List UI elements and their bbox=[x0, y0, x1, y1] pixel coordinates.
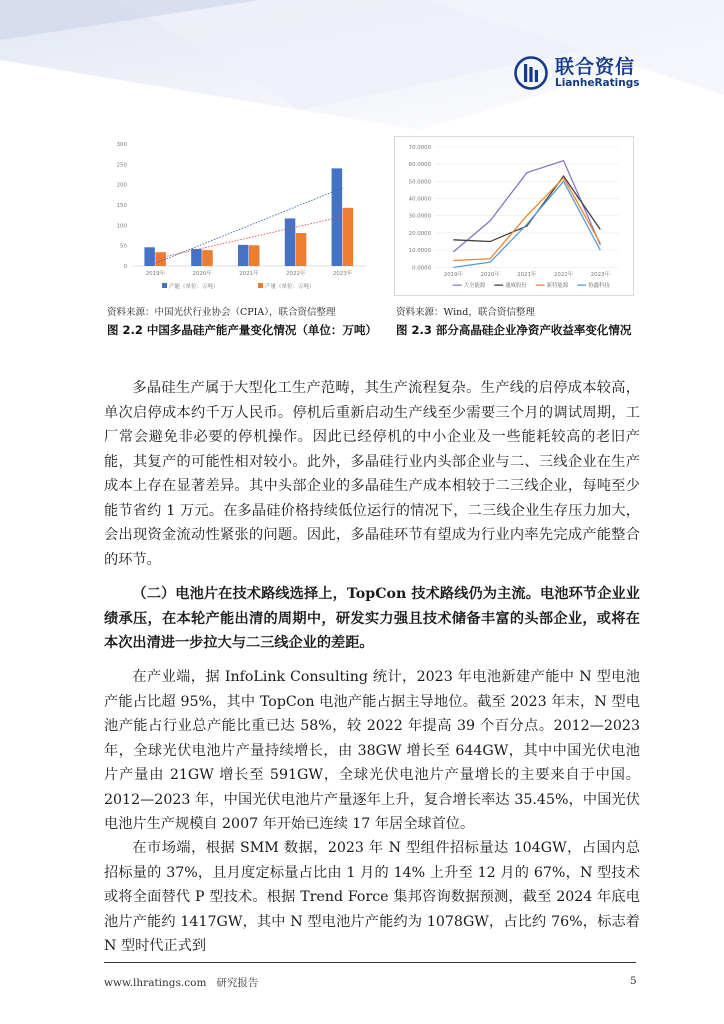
y-tick-label: 60.0000 bbox=[408, 162, 432, 169]
lianhe-logo-icon bbox=[514, 56, 548, 90]
y-tick-label: 50.0000 bbox=[408, 179, 432, 186]
page-number: 5 bbox=[630, 975, 637, 987]
x-tick-label: 2019年 bbox=[443, 272, 463, 279]
x-tick-label: 2019年 bbox=[145, 271, 166, 277]
logo-english: LianheRatings bbox=[555, 76, 640, 89]
x-tick-label: 2023年 bbox=[332, 271, 353, 277]
capacity-bar bbox=[191, 249, 202, 266]
output-bar bbox=[155, 252, 166, 266]
legend-label: 通威股份 bbox=[505, 283, 527, 290]
y-tick-label: 0 bbox=[123, 264, 127, 270]
output-bar bbox=[249, 245, 260, 266]
logo-chinese: 联合资信 bbox=[555, 55, 636, 78]
footer-left bbox=[104, 975, 258, 990]
paragraph-polysilicon: 多晶硅生产属于大型化工生产范畴，其生产流程复杂。生产线的启停成本较高，单次启停成本约千万人民币。停机后重新启动生产线至少需要三个月的调试周期，工厂常会避免非必要的停机操作。因此已经停机的中小企业及一些能耗较高的老旧产能，其复产的可能性相对较小。此外，多晶硅行业内头部企业与二、三线企业在生产成本上存在显著差异。其中头部企业的多晶硅生产成本相较于二三线企业，每吨至少能节省约 1 万元。在多晶硅价格持续低位运行的情况下，二三线企业生存压力加大，会出现资金流动性紧张的问题。因此，多晶硅环节有望成为行业内率先完成产能整合的环节。 bbox=[104, 380, 640, 568]
capacity-bar bbox=[144, 247, 155, 266]
x-tick-label: 2021年 bbox=[239, 271, 259, 277]
y-tick-label: 200 bbox=[116, 182, 127, 189]
section-heading-cells: （二）电池片在技术路线选择上，TopCon 技术路线仍为主流。电池环节企业业绩承压，在本轮产能出清的周期中，研发实力强且技术储备丰富的头部企业，或将在本次出清进一步拉大与二三线企业的差距。 bbox=[104, 586, 640, 651]
x-tick-label: 2021年 bbox=[517, 272, 537, 279]
xinte-line bbox=[453, 178, 600, 261]
y-tick-label: 100 bbox=[116, 223, 127, 230]
capacity-output-bar-chart bbox=[104, 136, 376, 296]
capacity-bar bbox=[238, 245, 249, 266]
legend-label: 产能（单位：万吨） bbox=[169, 284, 219, 290]
brand-logo bbox=[514, 56, 639, 90]
footer-website: www.lhratings.com bbox=[104, 977, 207, 989]
footer-divider bbox=[104, 962, 636, 963]
legend-label: 产量（单位：万吨） bbox=[265, 284, 315, 290]
legend-label: 协鑫科技 bbox=[588, 283, 610, 290]
y-tick-label: 10.0000 bbox=[408, 248, 432, 255]
roe-line-chart bbox=[394, 136, 634, 296]
figure1-source: 资料来源：中国光伏行业协会（CPIA），联合资信整理 bbox=[107, 307, 336, 318]
output-bar bbox=[296, 233, 307, 266]
legend-swatch bbox=[258, 283, 263, 288]
capacity-bar bbox=[285, 218, 296, 266]
y-tick-label: 40.0000 bbox=[408, 196, 432, 203]
x-tick-label: 2022年 bbox=[553, 272, 574, 279]
x-tick-label: 2020年 bbox=[192, 271, 212, 277]
y-tick-label: 30.0000 bbox=[408, 213, 432, 220]
y-tick-label: 300 bbox=[116, 142, 127, 148]
paragraph-industry-side: 在产业端，据 InfoLink Consulting 统计，2023 年电池新建产能中 N 型电池产能占比超 95%，其中 TopCon 电池产能占据主导地位。截至 2023 年末，N 型电池产能占行业总产能比重已达 58%，较 2022 年提高 39 个百分点。2012—2023 年，全球光伏电池片产量持续增长，由 38GW 增长至 644GW，其中中国光伏电池片产量由 21GW 增长至 591GW，全球光伏电池片产量增长的主要来自于中国。2012—2023 年，中国光伏电池片产量逐年上升，复合增长率达 35.45%，中国光伏电池片生产规模自 2007 年开始已连续 17 年居全球首位。 bbox=[104, 669, 640, 832]
figure2-caption: 图 2.3 部分高晶硅企业净资产收益率变化情况 bbox=[396, 323, 632, 337]
daqo-line bbox=[453, 161, 600, 252]
figure1-caption: 图 2.2 中国多晶硅产能产量变化情况（单位：万吨） bbox=[107, 323, 377, 337]
y-tick-label: 70.0000 bbox=[408, 144, 432, 151]
y-tick-label: 150 bbox=[116, 203, 127, 209]
y-tick-label: 20.0000 bbox=[408, 230, 432, 237]
y-tick-label: 250 bbox=[116, 162, 127, 169]
x-tick-label: 2022年 bbox=[286, 271, 306, 277]
output-bar bbox=[343, 208, 354, 266]
figure2-source: 资料来源：Wind，联合资信整理 bbox=[396, 307, 535, 318]
output-bar bbox=[202, 250, 213, 266]
legend-swatch bbox=[162, 283, 167, 288]
legend-label: 新特能源 bbox=[546, 283, 569, 290]
legend-label: 大全能源 bbox=[463, 283, 486, 290]
paragraph-market-side: 在市场端，根据 SMM 数据，2023 年 N 型组件招标量达 104GW，占国内总招标量的 37%，且月度定标量占比由 1 月的 14% 上升至 12 月的 67%，N 型技术或将全面替代 P 型技术。根据 Trend Force 集邦咨询数据预测，截至 2024 年底电池片产能约 1417GW，其中 N 型电池片产能约为 1078GW，占比约 76%，标志着 N 型时代正式到 bbox=[104, 840, 640, 954]
y-tick-label: 0.0000 bbox=[412, 265, 432, 272]
x-tick-label: 2020年 bbox=[480, 272, 500, 279]
footer-doc-type: 研究报告 bbox=[216, 977, 259, 989]
y-tick-label: 50 bbox=[120, 243, 127, 250]
x-tick-label: 2023年 bbox=[590, 272, 610, 279]
